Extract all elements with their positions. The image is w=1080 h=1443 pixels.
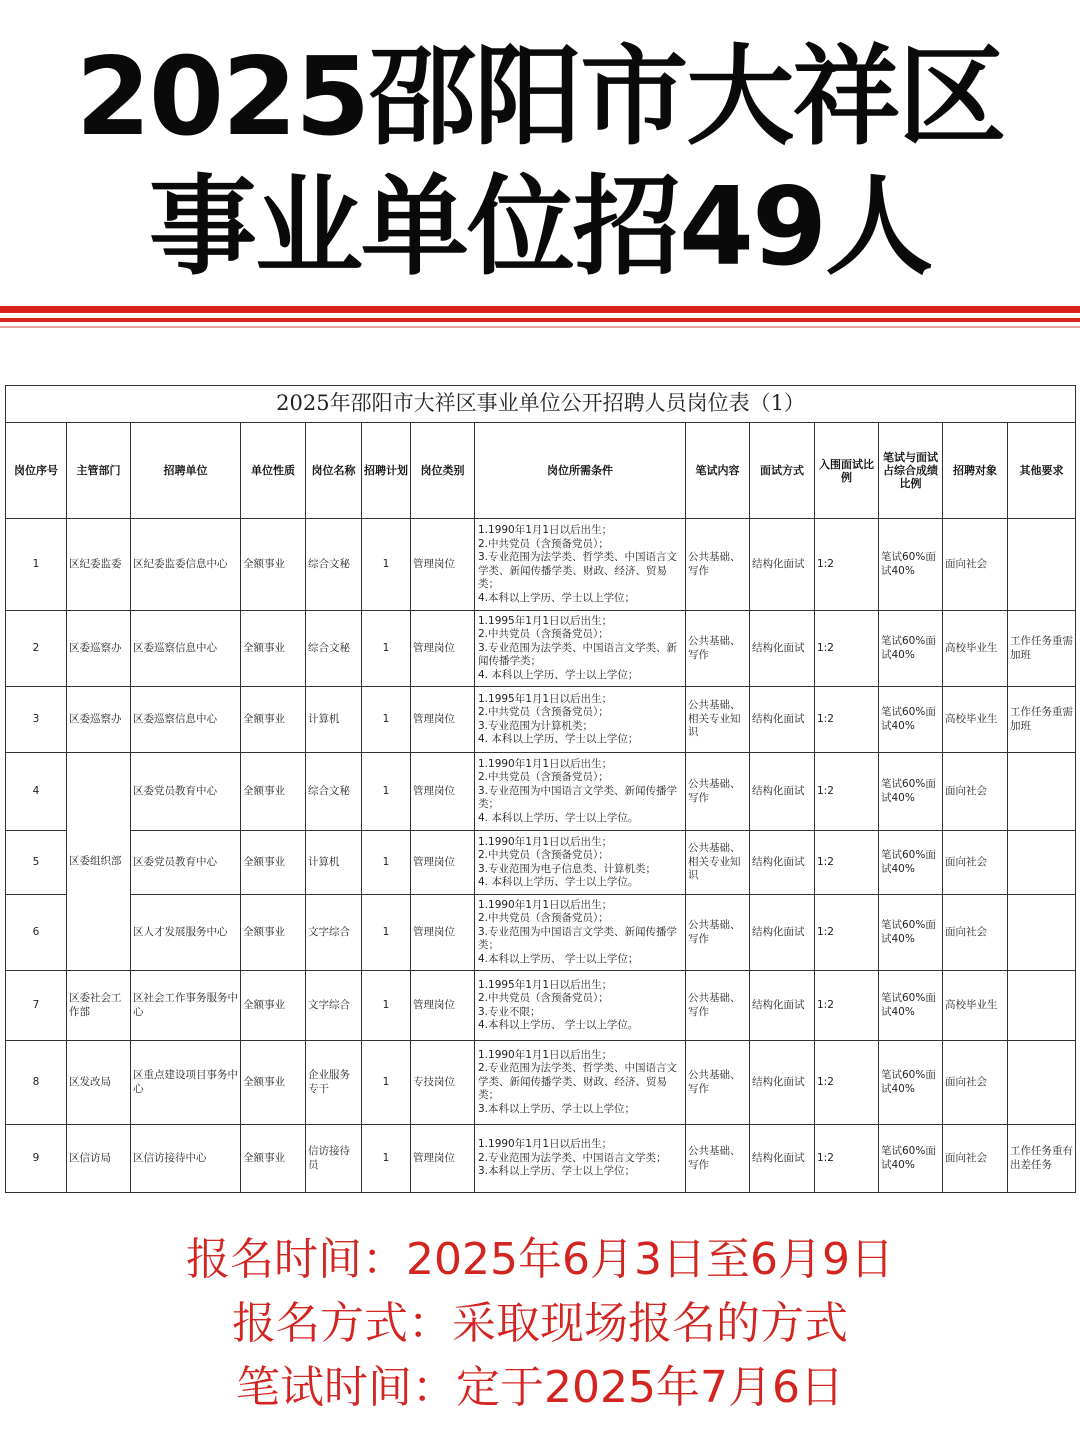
- cell-nature: 全额事业: [241, 687, 306, 753]
- requirement-line: 3.本科以上学历、学士以上学位；: [478, 1165, 636, 1178]
- cell-unit: 区委党员教育中心: [131, 831, 241, 895]
- cell-target: 面向社会: [943, 831, 1008, 895]
- cell-weight: 笔试60%面试40%: [879, 971, 943, 1041]
- cell-dept: 区纪委监委: [67, 519, 131, 611]
- cell-plan: 1: [362, 519, 411, 611]
- cell-written: 公共基础、写作: [686, 971, 750, 1041]
- cell-plan: 1: [362, 1041, 411, 1125]
- cell-ratio: 1:2: [815, 611, 879, 687]
- requirement-line: 1.1995年1月1日以后出生；: [478, 692, 613, 705]
- cell-unit: 区社会工作事务服务中心: [131, 971, 241, 1041]
- cell-target: 面向社会: [943, 519, 1008, 611]
- cell-seq: 5: [6, 831, 67, 895]
- requirement-line: 1.1990年1月1日以后出生；: [478, 1048, 613, 1061]
- cell-type: 管理岗位: [411, 519, 475, 611]
- requirement-line: 4.本科以上学历、学士以上学位；: [478, 591, 636, 604]
- requirement-line: 4. 本科以上学历、学士以上学位；: [478, 668, 639, 681]
- cell-dept: 区委巡察办: [67, 687, 131, 753]
- requirement-line: 2.中共党员（含预备党员）；: [478, 537, 609, 550]
- cell-unit: 区人才发展服务中心: [131, 895, 241, 971]
- table-header-row: [6, 423, 1076, 519]
- cell-requirements: [475, 895, 686, 971]
- cell-nature: 全额事业: [241, 895, 306, 971]
- requirement-line: 2.中共党员（含预备党员）；: [478, 992, 609, 1004]
- cell-post: 计算机: [306, 687, 362, 753]
- requirement-line: 4. 本科以上学历、学士以上学位。: [478, 811, 639, 824]
- cell-target: 高校毕业生: [943, 687, 1008, 753]
- cell-plan: 1: [362, 895, 411, 971]
- cell-other: 工作任务重需加班: [1008, 687, 1076, 753]
- cell-ratio: 1:2: [815, 831, 879, 895]
- requirement-line: 3.专业不限；: [478, 1005, 541, 1018]
- cell-written: 公共基础、写作: [686, 1125, 750, 1193]
- job-table: [5, 385, 1076, 1193]
- cell-weight: 笔试60%面试40%: [879, 1125, 943, 1193]
- requirement-line: 4.本科以上学历、 学士以上学位。: [478, 1019, 639, 1031]
- cell-target: 面向社会: [943, 753, 1008, 831]
- cell-requirements: [475, 1041, 686, 1125]
- table-row: [6, 519, 1076, 611]
- divider-rule: [0, 318, 1080, 322]
- cell-interview: 结构化面试: [750, 519, 815, 611]
- cell-target: 高校毕业生: [943, 971, 1008, 1041]
- cell-other: [1008, 895, 1076, 971]
- cell-post: 企业服务专干: [306, 1041, 362, 1125]
- col-header-plan: 招聘计划: [362, 423, 411, 519]
- cell-ratio: 1:2: [815, 1125, 879, 1193]
- cell-plan: 1: [362, 1125, 411, 1193]
- cell-unit: 区纪委监委信息中心: [131, 519, 241, 611]
- requirement-line: 1.1990年1月1日以后出生；: [478, 898, 613, 911]
- cell-nature: 全额事业: [241, 753, 306, 831]
- requirement-line: 2.中共党员（含预备党员）；: [478, 628, 609, 641]
- cell-unit: 区委巡察信息中心: [131, 611, 241, 687]
- cell-requirements: [475, 831, 686, 895]
- table-row: [6, 1125, 1076, 1193]
- cell-dept: 区信访局: [67, 1125, 131, 1193]
- cell-other: 工作任务重有出差任务: [1008, 1125, 1076, 1193]
- cell-dept: 区委巡察办: [67, 611, 131, 687]
- table-row: [6, 753, 1076, 831]
- cell-seq: 1: [6, 519, 67, 611]
- requirement-line: 3.本科以上学历、学士以上学位；: [478, 1102, 636, 1115]
- cell-type: 管理岗位: [411, 831, 475, 895]
- cell-interview: 结构化面试: [750, 753, 815, 831]
- cell-seq: 8: [6, 1041, 67, 1125]
- registration-method: 报名方式：采取现场报名的方式: [232, 1298, 848, 1349]
- col-header-seq: 岗位序号: [6, 423, 67, 519]
- cell-target: 面向社会: [943, 1125, 1008, 1193]
- requirement-line: 2.中共党员（含预备党员）；: [478, 706, 609, 718]
- poster-title-line-1: 2025邵阳市大祥区: [75, 35, 1005, 160]
- table-row: [6, 1041, 1076, 1125]
- cell-requirements: [475, 611, 686, 687]
- requirement-line: 4. 本科以上学历、学士以上学位；: [478, 733, 639, 745]
- cell-unit: 区重点建设项目事务中心: [131, 1041, 241, 1125]
- cell-interview: 结构化面试: [750, 895, 815, 971]
- cell-seq: 7: [6, 971, 67, 1041]
- cell-seq: 4: [6, 753, 67, 831]
- cell-written: 公共基础、写作: [686, 611, 750, 687]
- cell-nature: 全额事业: [241, 971, 306, 1041]
- requirement-line: 1.1995年1月1日以后出生；: [478, 614, 613, 627]
- cell-interview: 结构化面试: [750, 831, 815, 895]
- cell-other: [1008, 831, 1076, 895]
- cell-plan: 1: [362, 831, 411, 895]
- cell-nature: 全额事业: [241, 611, 306, 687]
- job-table-container: [5, 385, 1075, 1193]
- divider-rule: [0, 306, 1080, 313]
- cell-nature: 全额事业: [241, 831, 306, 895]
- cell-written: 公共基础、写作: [686, 519, 750, 611]
- table-row: [6, 831, 1076, 895]
- cell-requirements: [475, 753, 686, 831]
- col-header-other: 其他要求: [1008, 423, 1076, 519]
- col-header-written: 笔试内容: [686, 423, 750, 519]
- requirement-line: 1.1990年1月1日以后出生；: [478, 1138, 613, 1151]
- cell-ratio: 1:2: [815, 1041, 879, 1125]
- cell-unit: 区委巡察信息中心: [131, 687, 241, 753]
- cell-dept: 区委组织部: [67, 753, 131, 971]
- table-row: [6, 611, 1076, 687]
- registration-time: 报名时间：2025年6月3日至6月9日: [186, 1234, 894, 1285]
- requirement-line: 2.专业范围为法学类、中国语言文学类；: [478, 1151, 667, 1164]
- cell-seq: 6: [6, 895, 67, 971]
- cell-weight: 笔试60%面试40%: [879, 831, 943, 895]
- cell-ratio: 1:2: [815, 753, 879, 831]
- cell-type: 管理岗位: [411, 753, 475, 831]
- cell-post: 综合文秘: [306, 611, 362, 687]
- cell-unit: 区委党员教育中心: [131, 753, 241, 831]
- cell-other: [1008, 519, 1076, 611]
- cell-weight: 笔试60%面试40%: [879, 1041, 943, 1125]
- cell-written: 公共基础、写作: [686, 895, 750, 971]
- cell-other: [1008, 1041, 1076, 1125]
- requirement-line: 4.本科以上学历、 学士以上学位；: [478, 952, 639, 965]
- exam-time: 笔试时间：定于2025年7月6日: [236, 1362, 844, 1413]
- requirement-line: 1.1990年1月1日以后出生；: [478, 835, 613, 848]
- cell-post: 综合文秘: [306, 519, 362, 611]
- col-header-dept: 主管部门: [67, 423, 131, 519]
- poster-title-line-2: 事业单位招49人: [148, 165, 932, 290]
- cell-written: 公共基础、写作: [686, 753, 750, 831]
- cell-target: 面向社会: [943, 895, 1008, 971]
- table-row: [6, 971, 1076, 1041]
- cell-post: 文字综合: [306, 971, 362, 1041]
- cell-other: [1008, 971, 1076, 1041]
- cell-ratio: 1:2: [815, 895, 879, 971]
- requirement-line: 2.中共党员（含预备党员）；: [478, 912, 609, 925]
- requirement-line: 3.专业范围为中国语言文学类、新闻传播学类；: [478, 784, 678, 811]
- cell-post: 综合文秘: [306, 753, 362, 831]
- registration-info: [0, 1228, 1080, 1420]
- cell-interview: 结构化面试: [750, 1125, 815, 1193]
- cell-other: 工作任务重需加班: [1008, 611, 1076, 687]
- cell-requirements: [475, 1125, 686, 1193]
- cell-interview: 结构化面试: [750, 687, 815, 753]
- col-header-weight: 笔试与面试占综合成绩比例: [879, 423, 943, 519]
- cell-plan: 1: [362, 611, 411, 687]
- cell-weight: 笔试60%面试40%: [879, 895, 943, 971]
- table-row: [6, 687, 1076, 753]
- cell-ratio: 1:2: [815, 519, 879, 611]
- requirement-line: 3.专业范围为法学类、中国语言文学类、新闻传播学类；: [478, 641, 678, 668]
- cell-seq: 3: [6, 687, 67, 753]
- col-header-ratio: 入围面试比例: [815, 423, 879, 519]
- cell-type: 管理岗位: [411, 687, 475, 753]
- cell-type: 管理岗位: [411, 611, 475, 687]
- cell-type: 专技岗位: [411, 1041, 475, 1125]
- cell-ratio: 1:2: [815, 687, 879, 753]
- requirement-line: 4. 本科以上学历、学士以上学位。: [478, 876, 639, 888]
- col-header-type: 岗位类别: [411, 423, 475, 519]
- cell-interview: 结构化面试: [750, 1041, 815, 1125]
- cell-written: 公共基础、相关专业知识: [686, 687, 750, 753]
- cell-post: 文字综合: [306, 895, 362, 971]
- cell-requirements: [475, 971, 686, 1041]
- requirement-line: 1.1995年1月1日以后出生；: [478, 978, 613, 991]
- cell-type: 管理岗位: [411, 895, 475, 971]
- cell-dept: 区委社会工作部: [67, 971, 131, 1041]
- cell-plan: 1: [362, 687, 411, 753]
- cell-nature: 全额事业: [241, 1125, 306, 1193]
- cell-weight: 笔试60%面试40%: [879, 753, 943, 831]
- table-row: [6, 895, 1076, 971]
- requirement-line: 3.专业范围为计算机类；: [478, 719, 594, 732]
- requirement-line: 1.1990年1月1日以后出生；: [478, 524, 613, 536]
- col-header-unit: 招聘单位: [131, 423, 241, 519]
- cell-post: 信访接待员: [306, 1125, 362, 1193]
- requirement-line: 1.1990年1月1日以后出生；: [478, 757, 613, 770]
- col-header-nature: 单位性质: [241, 423, 306, 519]
- cell-requirements: [475, 519, 686, 611]
- divider-rule: [0, 326, 1080, 328]
- col-header-post: 岗位名称: [306, 423, 362, 519]
- cell-type: 管理岗位: [411, 1125, 475, 1193]
- requirement-line: 2.中共党员（含预备党员）；: [478, 849, 609, 861]
- cell-nature: 全额事业: [241, 519, 306, 611]
- col-header-target: 招聘对象: [943, 423, 1008, 519]
- col-header-interview: 面试方式: [750, 423, 815, 519]
- cell-target: 高校毕业生: [943, 611, 1008, 687]
- poster-header: [0, 0, 1080, 300]
- cell-dept: 区发改局: [67, 1041, 131, 1125]
- cell-requirements: [475, 687, 686, 753]
- cell-weight: 笔试60%面试40%: [879, 687, 943, 753]
- cell-written: 公共基础、写作: [686, 1041, 750, 1125]
- requirement-line: 2.中共党员（含预备党员）；: [478, 771, 609, 784]
- requirement-line: 3.专业范围为法学类、哲学类、中国语言文学类、新闻传播学类、财政、经济、贸易类；: [478, 551, 678, 590]
- cell-nature: 全额事业: [241, 1041, 306, 1125]
- cell-plan: 1: [362, 971, 411, 1041]
- cell-post: 计算机: [306, 831, 362, 895]
- cell-target: 面向社会: [943, 1041, 1008, 1125]
- requirement-line: 3.专业范围为电子信息类、计算机类；: [478, 862, 657, 875]
- cell-weight: 笔试60%面试40%: [879, 611, 943, 687]
- cell-written: 公共基础、相关专业知识: [686, 831, 750, 895]
- cell-unit: 区信访接待中心: [131, 1125, 241, 1193]
- cell-other: [1008, 753, 1076, 831]
- cell-plan: 1: [362, 753, 411, 831]
- cell-type: 管理岗位: [411, 971, 475, 1041]
- cell-seq: 2: [6, 611, 67, 687]
- cell-interview: 结构化面试: [750, 611, 815, 687]
- table-caption: 2025年邵阳市大祥区事业单位公开招聘人员岗位表（1）: [6, 386, 1076, 423]
- cell-interview: 结构化面试: [750, 971, 815, 1041]
- requirement-line: 2.专业范围为法学类、哲学类、中国语言文学类、新闻传播学类、财政、经济、贸易类；: [478, 1062, 678, 1102]
- requirement-line: 3.专业范围为中国语言文学类、新闻传播学类；: [478, 925, 678, 952]
- cell-weight: 笔试60%面试40%: [879, 519, 943, 611]
- cell-seq: 9: [6, 1125, 67, 1193]
- cell-ratio: 1:2: [815, 971, 879, 1041]
- col-header-requirements: 岗位所需条件: [475, 423, 686, 519]
